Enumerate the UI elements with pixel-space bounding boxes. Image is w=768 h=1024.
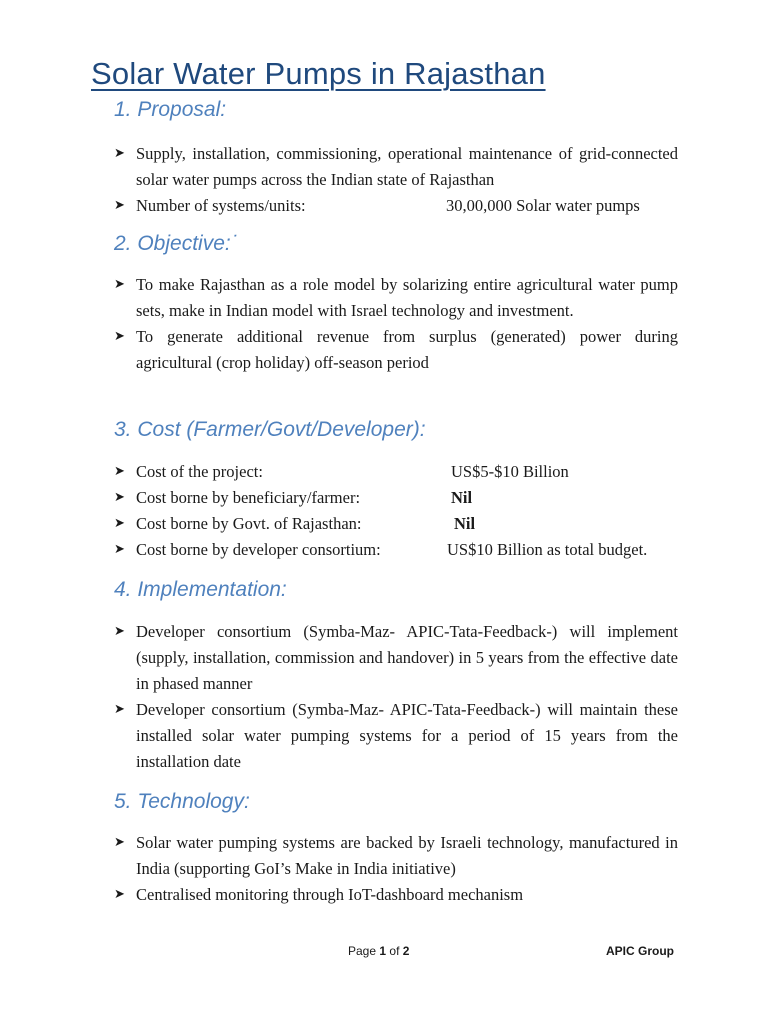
bullet-list <box>114 141 678 219</box>
item-label: Cost borne by beneficiary/farmer: <box>136 488 361 507</box>
arrow-right-icon: ➤ <box>114 464 125 479</box>
arrow-right-icon: ➤ <box>114 277 125 292</box>
item-label: Cost borne by developer consortium: <box>136 540 381 559</box>
arrow-right-icon: ➤ <box>114 835 125 850</box>
bullet-list <box>114 459 678 563</box>
page-footer <box>0 944 768 964</box>
arrow-right-icon: ➤ <box>114 887 125 902</box>
item-label: Cost of the project: <box>136 462 263 481</box>
arrow-right-icon: ➤ <box>114 516 125 531</box>
list-item <box>114 193 678 219</box>
item-value: US$5-$10 Billion <box>451 462 569 481</box>
footer-group-name: APIC Group <box>606 944 674 958</box>
document-title: Solar Water Pumps in Rajasthan <box>91 56 546 91</box>
list-item: ➤ Centralised monitoring through IoT-dashboard mechanism <box>114 882 678 908</box>
list-item: ➤ Supply, installation, commissioning, operational maintenance of grid-connected solar water pumps across the Indian state of Rajasthan <box>114 141 678 193</box>
bullet-list <box>114 272 678 376</box>
item-value: US$10 Billion as total budget. <box>447 540 648 559</box>
bullet-list <box>114 830 678 908</box>
item-value: Nil <box>454 514 476 533</box>
arrow-right-icon: ➤ <box>114 490 125 505</box>
item-value: Nil <box>451 488 473 507</box>
list-item: ➤ Developer consortium (Symba-Maz- APIC-Tata-Feedback-) will maintain these installed solar water pumping systems for a period of 15 years from the installation date <box>114 697 678 775</box>
list-item <box>114 511 678 537</box>
list-item: ➤ To make Rajasthan as a role model by solarizing entire agricultural water pump sets, make in Indian model with Israel technology and investment. <box>114 272 678 324</box>
list-item <box>114 459 678 485</box>
list-item: ➤ Developer consortium (Symba-Maz- APIC-Tata-Feedback-) will implement (supply, installation, commission and handover) in 5 years from the effective date in phased manner <box>114 619 678 697</box>
section-heading: 5. Technology: <box>114 790 250 813</box>
list-item: ➤ Solar water pumping systems are backed by Israeli technology, manufactured in India (supporting GoI’s Make in India initiative) <box>114 830 678 882</box>
arrow-right-icon: ➤ <box>114 146 125 161</box>
section-heading: 1. Proposal: <box>114 98 227 121</box>
arrow-right-icon: ➤ <box>114 198 125 213</box>
bullet-list <box>114 619 678 775</box>
list-item <box>114 537 678 563</box>
list-item: ➤ To generate additional revenue from surplus (generated) power during agricultural (crop holiday) off-season period <box>114 324 678 376</box>
arrow-right-icon: ➤ <box>114 702 125 717</box>
section-heading: 2. Objective:˙ <box>114 232 238 255</box>
section-heading: 3. Cost (Farmer/Govt/Developer): <box>114 418 426 441</box>
list-item <box>114 485 678 511</box>
arrow-right-icon: ➤ <box>114 542 125 557</box>
item-label: Number of systems/units: <box>136 196 306 215</box>
page-number: Page 1 of 2 <box>348 944 410 958</box>
item-label: Cost borne by Govt. of Rajasthan: <box>136 514 362 533</box>
item-value: 30,00,000 Solar water pumps <box>446 196 640 215</box>
section-heading: 4. Implementation: <box>114 578 287 601</box>
arrow-right-icon: ➤ <box>114 329 125 344</box>
arrow-right-icon: ➤ <box>114 624 125 639</box>
